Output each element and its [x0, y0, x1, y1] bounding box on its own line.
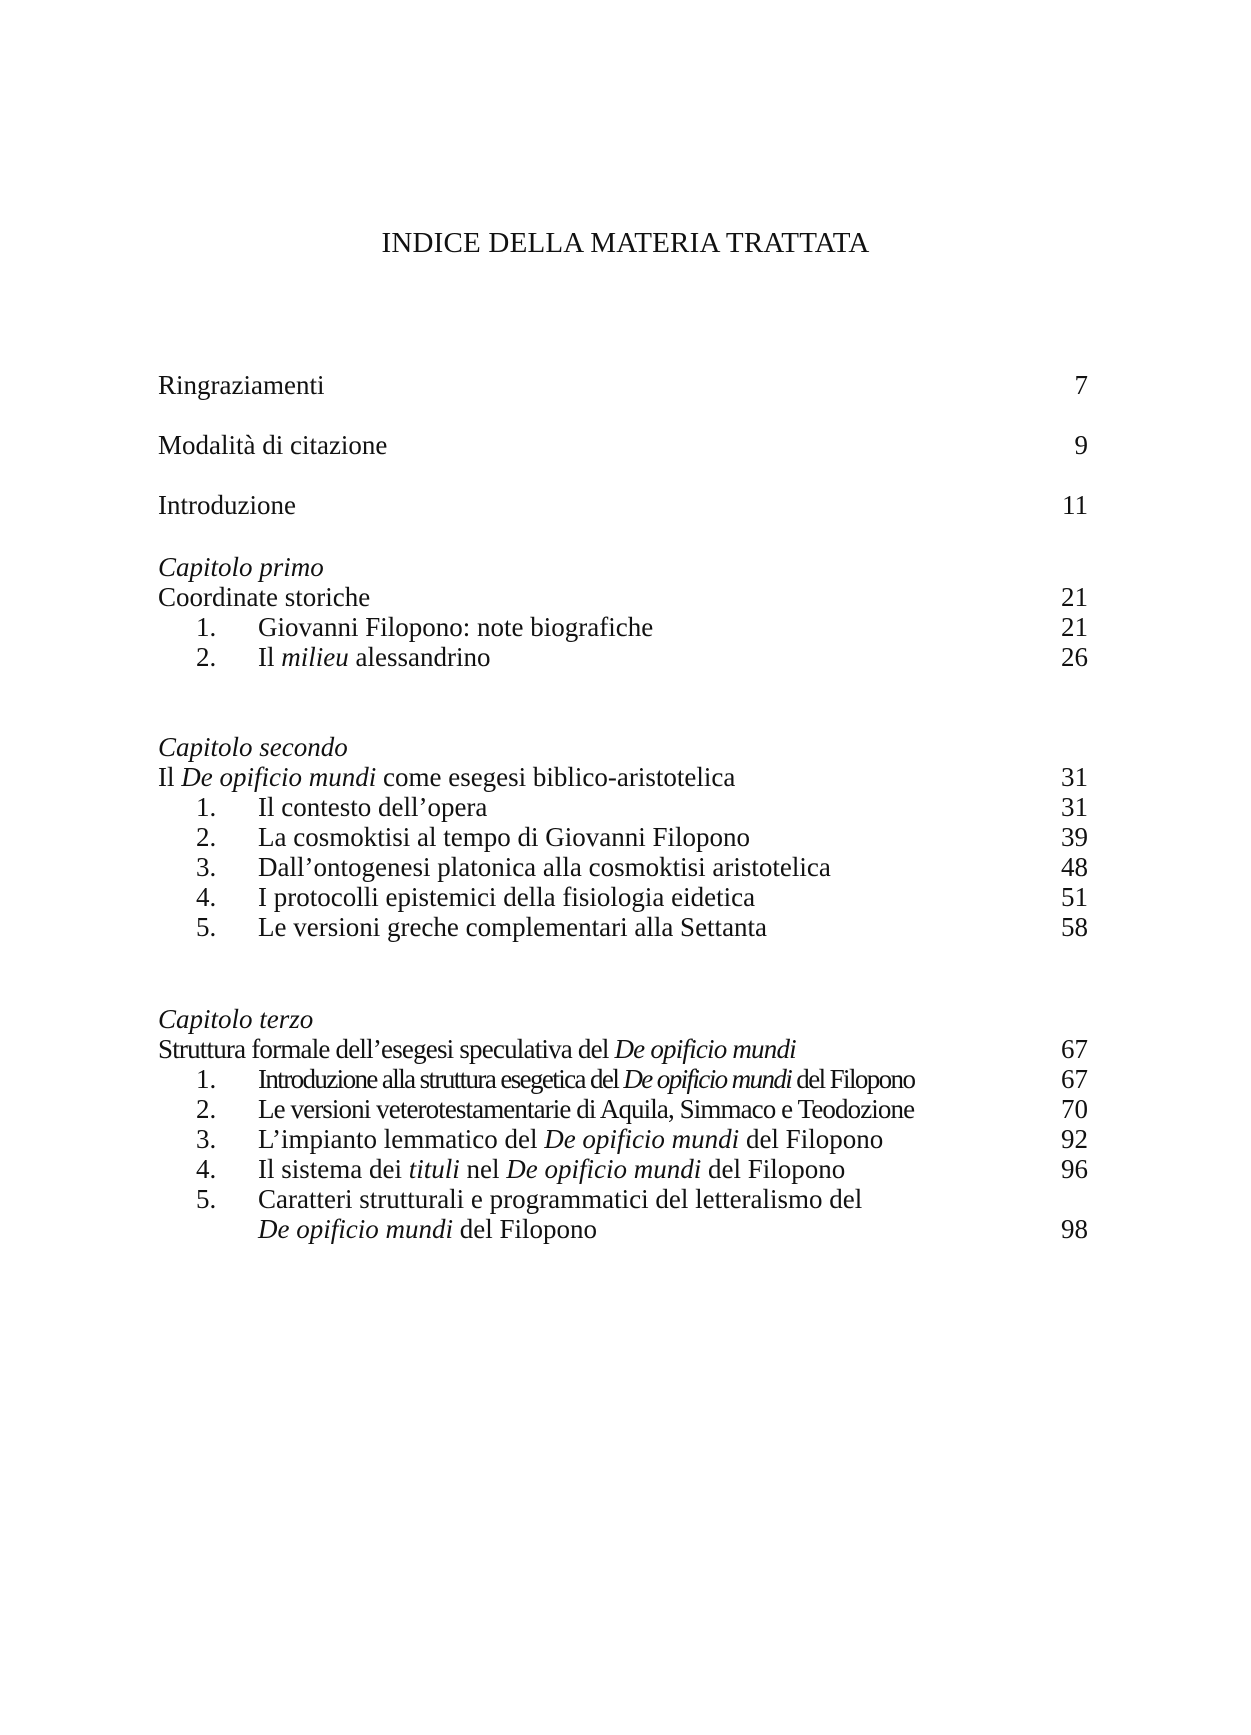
- toc-entry-section[interactable]: [158, 610, 1088, 644]
- chapter-2-label: Capitolo secondo: [158, 732, 348, 762]
- chapter-label: [158, 1002, 1088, 1036]
- title-italic-part: De opificio mundi: [181, 762, 377, 792]
- section-title: Le versioni greche complementari alla Settanta: [258, 912, 768, 942]
- section-number: 1.: [196, 612, 217, 642]
- title-part: come esegesi biblico-aristotelica: [376, 762, 736, 792]
- title-part: alessandrino: [348, 642, 491, 672]
- toc-entry-ringraziamenti[interactable]: [158, 368, 1088, 402]
- title-part: del Filopono: [452, 1214, 597, 1244]
- page-number: 11: [1062, 490, 1088, 520]
- section-title: [258, 1152, 845, 1186]
- title-part: del Filopono: [739, 1124, 884, 1154]
- title-part: del Filopono: [701, 1154, 846, 1184]
- section-title: [258, 640, 490, 674]
- page-number: 51: [1061, 882, 1088, 912]
- toc-entry-chapter-2[interactable]: [158, 760, 1088, 794]
- toc-entry-section[interactable]: [158, 790, 1088, 824]
- title-italic-part: De opificio mundi: [506, 1154, 702, 1184]
- title-part: del Filopono: [791, 1064, 915, 1094]
- page-number: 48: [1061, 852, 1088, 882]
- page-title: INDICE DELLA MATERIA TRATTATA: [381, 227, 870, 259]
- toc-entry-chapter-3[interactable]: [158, 1032, 1088, 1066]
- section-title: Giovanni Filopono: note biografiche: [258, 612, 654, 642]
- section-title: Le versioni veterotestamentarie di Aquila, Simmaco e Teodozione: [258, 1094, 915, 1124]
- section-number: 5.: [196, 912, 217, 942]
- toc-entry-section[interactable]: [158, 910, 1088, 944]
- title-italic-part: De opificio mundi: [614, 1034, 796, 1064]
- chapter-1-label: Capitolo primo: [158, 552, 324, 582]
- section-number: 2.: [196, 1094, 217, 1124]
- section-title-continuation: [258, 1212, 597, 1246]
- chapter-label: [158, 550, 1088, 584]
- section-number: 1.: [196, 792, 217, 822]
- section-title: La cosmoktisi al tempo di Giovanni Filopono: [258, 822, 750, 852]
- section-title: [258, 1062, 914, 1096]
- title-part: L’impianto lemmatico del: [258, 1124, 545, 1154]
- entry-title: Modalità di citazione: [158, 430, 388, 460]
- section-number: 2.: [196, 642, 217, 672]
- title-italic-part: De opificio mundi: [258, 1214, 453, 1244]
- page-number: 67: [1061, 1064, 1088, 1094]
- title-italic-part: milieu: [281, 642, 349, 672]
- title-part: Il sistema dei: [258, 1154, 409, 1184]
- chapter-title: [158, 1032, 796, 1066]
- entry-title: Introduzione: [158, 490, 296, 520]
- section-number: 1.: [196, 1064, 217, 1094]
- page-number: 98: [1061, 1214, 1088, 1244]
- chapter-title: [158, 760, 735, 794]
- title-part: Introduzione alla struttura esegetica del: [258, 1064, 624, 1094]
- page-number: 21: [1061, 582, 1088, 612]
- toc-entry-section[interactable]: [158, 1062, 1088, 1096]
- toc-entry-section-continuation[interactable]: [158, 1212, 1088, 1246]
- section-title: Il contesto dell’opera: [258, 792, 488, 822]
- section-number: 3.: [196, 1124, 217, 1154]
- page-number: 39: [1061, 822, 1088, 852]
- toc-entry-section[interactable]: [158, 640, 1088, 674]
- section-number: 4.: [196, 1154, 217, 1184]
- page-number: 96: [1061, 1154, 1088, 1184]
- toc-entry-section[interactable]: [158, 880, 1088, 914]
- section-number: 4.: [196, 882, 217, 912]
- section-title: [258, 1122, 883, 1156]
- title-part: Il: [258, 642, 282, 672]
- page-number: 31: [1061, 762, 1088, 792]
- toc-entry-modalita-di-citazione[interactable]: [158, 428, 1088, 462]
- title-part: Il: [158, 762, 182, 792]
- page-number: 7: [1074, 370, 1088, 400]
- page-number: 26: [1061, 642, 1088, 672]
- section-title: I protocolli epistemici della fisiologia eidetica: [258, 882, 756, 912]
- page-number: 58: [1061, 912, 1088, 942]
- entry-title: Ringraziamenti: [158, 370, 325, 400]
- page-number: 70: [1061, 1094, 1088, 1124]
- title-italic-part: tituli: [408, 1154, 460, 1184]
- chapter-3-label: Capitolo terzo: [158, 1004, 314, 1034]
- toc-entry-section[interactable]: [158, 1122, 1088, 1156]
- page-number: 21: [1061, 612, 1088, 642]
- toc-entry-introduzione[interactable]: [158, 488, 1088, 522]
- toc-entry-section[interactable]: [158, 1182, 1088, 1216]
- toc-entry-chapter-1[interactable]: [158, 580, 1088, 614]
- page-number: 9: [1074, 430, 1088, 460]
- page-number: 67: [1061, 1034, 1088, 1064]
- section-title: Dall’ontogenesi platonica alla cosmoktisi aristotelica: [258, 852, 831, 882]
- page-number: 31: [1061, 792, 1088, 822]
- section-number: 5.: [196, 1184, 217, 1214]
- toc-entry-section[interactable]: [158, 1092, 1088, 1126]
- toc-entry-section[interactable]: [158, 820, 1088, 854]
- title-part: nel: [459, 1154, 507, 1184]
- chapter-title: Coordinate storiche: [158, 582, 371, 612]
- section-number: 3.: [196, 852, 217, 882]
- page-number: 92: [1061, 1124, 1088, 1154]
- section-number: 2.: [196, 822, 217, 852]
- chapter-label: [158, 730, 1088, 764]
- toc-entry-section[interactable]: [158, 850, 1088, 884]
- toc-entry-section[interactable]: [158, 1152, 1088, 1186]
- title-part: Struttura formale dell’esegesi speculativa del: [158, 1034, 615, 1064]
- title-italic-part: De opificio mundi: [623, 1064, 792, 1094]
- title-italic-part: De opificio mundi: [544, 1124, 740, 1154]
- section-title: Caratteri strutturali e programmatici del letteralismo del: [258, 1184, 863, 1214]
